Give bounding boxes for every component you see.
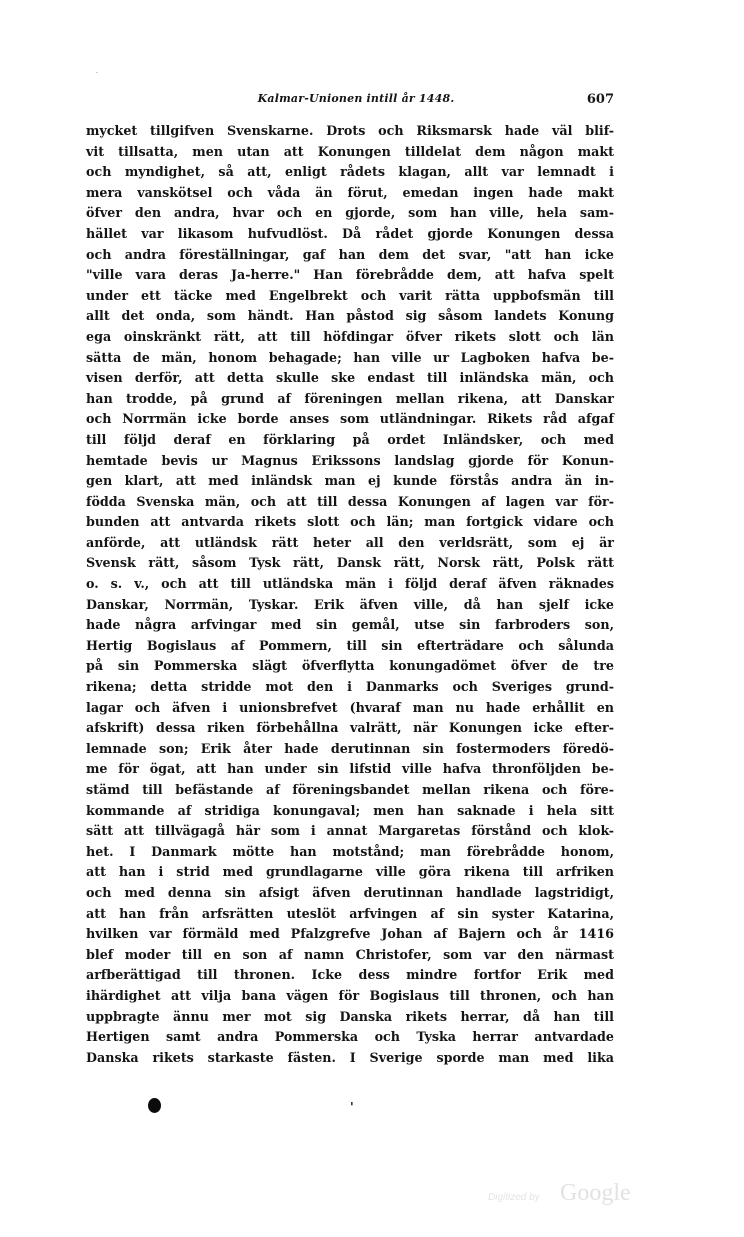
text-line: allt det onda, som händt. Han påstod sig såsom landets Konung bbox=[86, 308, 614, 324]
text-line: anförde, att utländsk rätt heter all den verldsrätt, som ej är bbox=[86, 534, 614, 550]
text-line: ihärdighet att vilja bana vägen för Bogislaus till thronen, och han bbox=[86, 987, 614, 1003]
text-line: rikena; detta stridde mot den i Danmarks och Sveriges grund- bbox=[86, 679, 614, 695]
text-line: het. I Danmark mötte han motstånd; man förebrådde honom, bbox=[86, 843, 614, 859]
stray-ink-mark: · bbox=[96, 70, 98, 77]
text-line: Svensk rätt, såsom Tysk rätt, Dansk rätt, Norsk rätt, Polsk rätt bbox=[86, 555, 614, 571]
text-line: blef moder till en son af namn Christofer, som var den närmast bbox=[86, 946, 614, 962]
page-number: 607 bbox=[586, 92, 614, 107]
text-line: sätta de män, honom behagade; han ville ur Lagboken hafva be- bbox=[86, 349, 614, 365]
text-line: kommande af stridiga konungaval; men han saknade i hela sitt bbox=[86, 802, 614, 818]
running-head bbox=[86, 92, 626, 112]
text-line: arfberättigad till thronen. Icke dess mindre fortfor Erik med bbox=[86, 967, 614, 983]
text-line: lemnade son; Erik åter hade derutinnan sin fostermoders föredö- bbox=[86, 740, 614, 756]
text-line: födda Svenska män, och att till dessa Konungen af lagen var för- bbox=[86, 493, 614, 509]
text-line: och andra föreställningar, gaf han dem det svar, "att han icke bbox=[86, 246, 614, 262]
text-line: bunden att antvarda rikets slott och län; man fortgick vidare och bbox=[86, 514, 614, 530]
text-line: me för ögat, att han under sin lifstid ville hafva thronföljden be- bbox=[86, 761, 614, 777]
text-line: ega oinskränkt rätt, att till höfdingar öfver rikets slott och län bbox=[86, 328, 614, 344]
text-line: sätt att tillvägagå här som i annat Margaretas förstånd och klok- bbox=[86, 823, 614, 839]
stray-comma-mark: ' bbox=[350, 1100, 354, 1114]
text-line: hemtade bevis ur Magnus Erikssons landslag gjorde för Konun- bbox=[86, 452, 614, 468]
text-line: Danska rikets starkaste fästen. I Sverige sporde man med lika bbox=[86, 1049, 614, 1065]
text-line: och med denna sin afsigt äfven derutinnan handlade lagstridigt, bbox=[86, 884, 614, 900]
text-line: hället var likasom hufvudlöst. Då rådet gjorde Konungen dessa bbox=[86, 225, 614, 241]
text-line: under ett täcke med Engelbrekt och varit rätta uppbofsmän till bbox=[86, 287, 614, 303]
text-line: han trodde, på grund af föreningen mellan rikena, att Danskar bbox=[86, 390, 614, 406]
text-line: Hertigen samt andra Pommerska och Tyska herrar antvardade bbox=[86, 1029, 614, 1045]
text-line: visen derför, att detta skulle ske endast till inländska män, och bbox=[86, 370, 614, 386]
body-text bbox=[86, 121, 614, 1068]
text-line: hvilken var förmäld med Pfalzgrefve Johan af Bajern och år 1416 bbox=[86, 926, 614, 942]
text-line: stämd till befästande af föreningsbandet mellan rikena och före- bbox=[86, 782, 614, 797]
text-line: öfver den andra, hvar och en gjorde, som han ville, hela sam- bbox=[86, 205, 614, 221]
text-line: och Norrmän icke borde anses som utländningar. Rikets råd afgaf bbox=[86, 411, 614, 427]
digitization-watermark bbox=[488, 1180, 648, 1210]
text-line: på sin Pommerska slägt öfverflytta konungadömet öfver de tre bbox=[86, 658, 614, 674]
text-line: till följd deraf en förklaring på ordet Inländsker, och med bbox=[86, 431, 614, 447]
watermark-prefix: Digitized by bbox=[488, 1192, 540, 1203]
ink-blot bbox=[148, 1098, 161, 1113]
text-line: gen klart, att med inländsk man ej kunde förstås andra än in- bbox=[86, 473, 614, 489]
text-line: Hertig Bogislaus af Pommern, till sin efterträdare och sålunda bbox=[86, 637, 614, 653]
text-line: "ville vara deras Ja-herre." Han förebrådde dem, att hafva spelt bbox=[86, 267, 614, 283]
text-line: och myndighet, så att, enligt rådets klagan, allt var lemnadt i bbox=[86, 164, 614, 180]
text-line: o. s. v., och att till utländska män i följd deraf äfven räknades bbox=[86, 576, 614, 592]
text-line: att han i strid med grundlagarne ville göra rikena till arfriken bbox=[86, 864, 614, 880]
text-line: mycket tillgifven Svenskarne. Drots och Riksmarsk hade väl blif- bbox=[86, 123, 614, 138]
text-line: lagar och äfven i unionsbrefvet (hvaraf man nu hade erhållit en bbox=[86, 699, 614, 715]
text-line: afskrift) dessa riken förbehållna valrätt, när Konungen icke efter- bbox=[86, 720, 614, 736]
text-line: vit tillsatta, men utan att Konungen tilldelat dem någon makt bbox=[86, 143, 614, 159]
text-line: hade några arfvingar med sin gemål, utse sin farbroders son, bbox=[86, 617, 614, 633]
text-line: mera vanskötsel och våda än förut, emedan ingen hade makt bbox=[86, 184, 614, 200]
text-line: att han från arfsrätten uteslöt arfvingen af sin syster Katarina, bbox=[86, 905, 614, 921]
running-title: Kalmar-Unionen intill år 1448. bbox=[257, 92, 455, 105]
google-logo: Google bbox=[560, 1180, 631, 1206]
text-line: uppbragte ännu mer mot sig Danska rikets herrar, då han till bbox=[86, 1008, 614, 1024]
text-line: Danskar, Norrmän, Tyskar. Erik äfven ville, då han sjelf icke bbox=[86, 596, 614, 612]
